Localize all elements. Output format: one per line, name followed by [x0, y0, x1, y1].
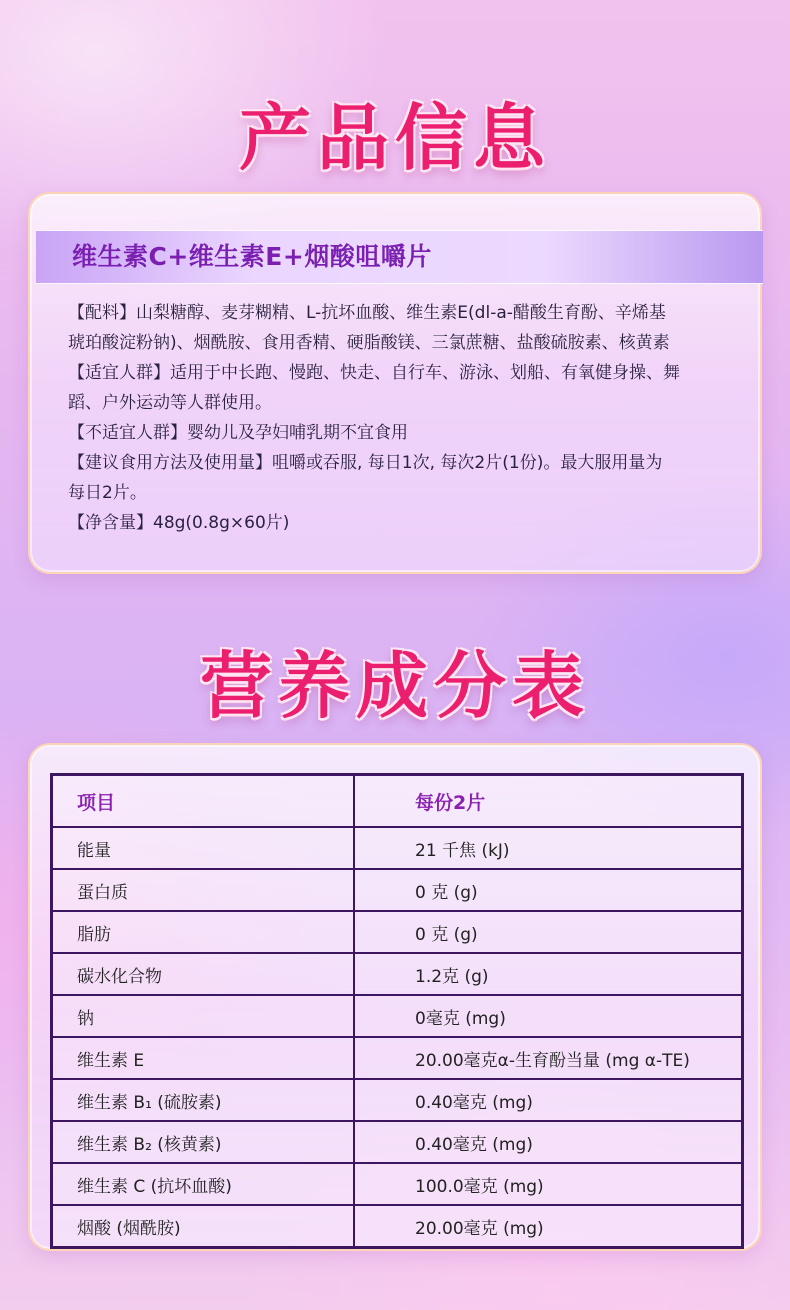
info-line: 每日2片。: [68, 483, 147, 503]
table-row: [52, 827, 743, 869]
product-name: 维生素C+维生素E+烟酸咀嚼片: [72, 242, 432, 271]
info-line: 【净含量】48g(0.8g×60片): [68, 513, 290, 533]
table-row: [52, 1079, 743, 1121]
table-row: [52, 1121, 743, 1163]
product-info-title: 产品信息: [238, 96, 551, 180]
nutrient-name: 烟酸 (烟酰胺): [52, 1205, 355, 1248]
nutrient-name: 维生素 E: [52, 1037, 355, 1079]
table-header-row: [52, 775, 743, 828]
info-line: 蹈、户外运动等人群使用。: [68, 393, 272, 413]
info-line: 【不适宜人群】婴幼儿及孕妇哺乳期不宜食用: [68, 423, 408, 443]
table-row: [52, 1037, 743, 1079]
info-line: 琥珀酸淀粉钠)、烟酰胺、食用香精、硬脂酸镁、三氯蔗糖、盐酸硫胺素、核黄素: [68, 333, 670, 353]
nutrient-value: 0.40毫克 (mg): [354, 1079, 743, 1121]
header-item: 项目: [52, 775, 355, 828]
nutrient-name: 维生素 B₂ (核黄素): [52, 1121, 355, 1163]
table-row: [52, 911, 743, 953]
nutrition-card: [28, 743, 762, 1251]
nutrient-value: 0.40毫克 (mg): [354, 1121, 743, 1163]
nutrient-value: 21 千焦 (kJ): [354, 827, 743, 869]
nutrient-value: 100.0毫克 (mg): [354, 1163, 743, 1205]
nutrient-name: 脂肪: [52, 911, 355, 953]
nutrient-value: 0毫克 (mg): [354, 995, 743, 1037]
nutrient-value: 1.2克 (g): [354, 953, 743, 995]
nutrient-name: 维生素 B₁ (硫胺素): [52, 1079, 355, 1121]
table-row: [52, 869, 743, 911]
product-name-band: [36, 230, 763, 284]
nutrient-name: 维生素 C (抗坏血酸): [52, 1163, 355, 1205]
nutrient-value: 20.00毫克α-生育酚当量 (mg α-TE): [354, 1037, 743, 1079]
header-per-serving: 每份2片: [354, 775, 743, 828]
product-info-card: [28, 192, 762, 574]
info-line: 【配料】山梨糖醇、麦芽糊精、L-抗坏血酸、维生素E(dl-a-醋酸生育酚、辛烯基: [68, 303, 666, 323]
nutrient-name: 能量: [52, 827, 355, 869]
nutrient-value: 0 克 (g): [354, 869, 743, 911]
nutrient-name: 碳水化合物: [52, 953, 355, 995]
nutrient-name: 钠: [52, 995, 355, 1037]
table-row: [52, 1205, 743, 1248]
info-line: 【适宜人群】适用于中长跑、慢跑、快走、自行车、游泳、划船、有氧健身操、舞: [68, 363, 680, 383]
info-line: 【建议食用方法及使用量】咀嚼或吞服, 每日1次, 每次2片(1份)。最大服用量为: [68, 453, 663, 473]
nutrient-value: 0 克 (g): [354, 911, 743, 953]
product-info-text: [68, 298, 738, 538]
nutrition-facts-title: 营养成分表: [199, 644, 590, 728]
nutrition-table: [50, 773, 744, 1249]
nutrient-value: 20.00毫克 (mg): [354, 1205, 743, 1248]
nutrient-name: 蛋白质: [52, 869, 355, 911]
table-row: [52, 995, 743, 1037]
table-row: [52, 1163, 743, 1205]
table-row: [52, 953, 743, 995]
